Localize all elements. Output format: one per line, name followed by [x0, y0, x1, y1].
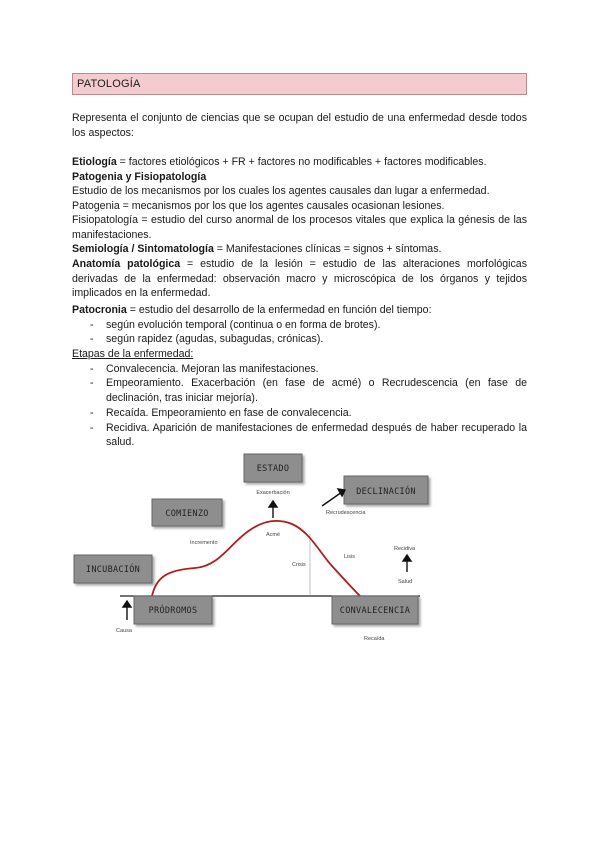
- causa-label: Causa: [116, 628, 132, 634]
- patogenia-heading-text: Patogenia y Fisiopatología: [72, 171, 207, 183]
- patogenia-heading: [72, 170, 527, 185]
- crisis-label: Crisis: [292, 562, 306, 568]
- etiologia-text: = factores etiológicos + FR + factores no modificables + factores modificables.: [116, 156, 487, 168]
- lisis-label: Lisis: [344, 554, 356, 560]
- list-item: - Empeoramiento. Exacerbación (en fase de acmé) o Recrudescencia (en fase de declinación, tras iniciar mejoría).: [72, 376, 527, 405]
- list-item: - Recidiva. Aparición de manifestaciones de enfermedad después de haber recuperado la salud.: [72, 421, 527, 450]
- intro-paragraph: Representa el conjunto de ciencias que se ocupan del estudio de una enfermedad desde todos los aspectos:: [72, 112, 527, 139]
- patogenia-p1: Estudio de los mecanismos por los cuales los agentes causales dan lugar a enfermedad.: [72, 185, 490, 197]
- section-title: PATOLOGÍA: [77, 78, 141, 90]
- recrudescencia-arrow-icon: [322, 489, 345, 506]
- disease-stages-diagram: [70, 448, 450, 648]
- exacerbacion-label: Exacerbación: [256, 490, 290, 496]
- recidiva-arrow-icon: [403, 555, 411, 572]
- patocronia-term: Patocronia: [72, 304, 127, 316]
- convalecencia-label: CONVALECENCIA: [339, 606, 411, 616]
- anatomia-term: Anatomía patológica: [72, 258, 181, 270]
- anatomia-paragraph: [72, 257, 527, 301]
- exacerbacion-arrow-icon: [269, 501, 277, 518]
- incremento-label: Incremento: [190, 540, 218, 546]
- causa-arrow-icon: [123, 601, 131, 620]
- disease-curve: [152, 521, 360, 596]
- recrudescencia-label: Recrudescencia: [326, 510, 366, 516]
- acme-label: Acmé: [266, 532, 281, 538]
- list-item: - Recaída. Empeoramiento en fase de convalecencia.: [72, 406, 527, 421]
- etapas-section: [72, 347, 527, 450]
- declinacion-label: DECLINACIÓN: [356, 487, 416, 497]
- comienzo-label: COMIENZO: [165, 509, 209, 519]
- list-item: - según evolución temporal (continua o en forma de brotes).: [72, 318, 527, 333]
- patocronia-list: [72, 318, 527, 347]
- etapas-list: [72, 362, 527, 450]
- recidiva-label: Recidiva: [394, 546, 416, 552]
- prodromos-label: PRÓDROMOS: [148, 606, 198, 616]
- section-title-box: [72, 73, 527, 95]
- estado-label: ESTADO: [256, 464, 290, 474]
- semiologia-paragraph: [72, 242, 527, 257]
- list-item: - según rapidez (agudas, subagudas, crónicas).: [72, 332, 527, 347]
- semiologia-term: Semiología / Sintomatología: [72, 243, 214, 255]
- list-item: - Convalecencia. Mejoran las manifestaciones.: [72, 362, 527, 377]
- etiologia-term: Etiología: [72, 156, 117, 168]
- anatomia-text: = estudio de la lesión = estudio de las alteraciones morfológicas derivadas de la enfermedad: observación macro y microscópica de los órganos y tejidos implicados en la enfermedad.: [72, 258, 527, 300]
- patocronia-paragraph: [72, 303, 527, 347]
- fisiopatologia-paragraph: Fisiopatología = estudio del curso anormal de los procesos vitales que explica la génesis de las manifestaciones.: [72, 214, 527, 241]
- patocronia-text: = estudio del desarrollo de la enfermedad en función del tiempo:: [126, 304, 432, 316]
- salud-label: Salud: [398, 579, 413, 585]
- patogenia-p2: Patogenia = mecanismos por los que los agentes causales ocasionan lesiones.: [72, 200, 445, 212]
- semiologia-text: = Manifestaciones clínicas = signos + síntomas.: [213, 243, 442, 255]
- etiologia-paragraph: [72, 155, 527, 170]
- etapas-heading: Etapas de la enfermedad:: [72, 348, 194, 360]
- incubacion-label: INCUBACIÓN: [85, 565, 141, 575]
- recaida-label: Recaída: [364, 636, 385, 642]
